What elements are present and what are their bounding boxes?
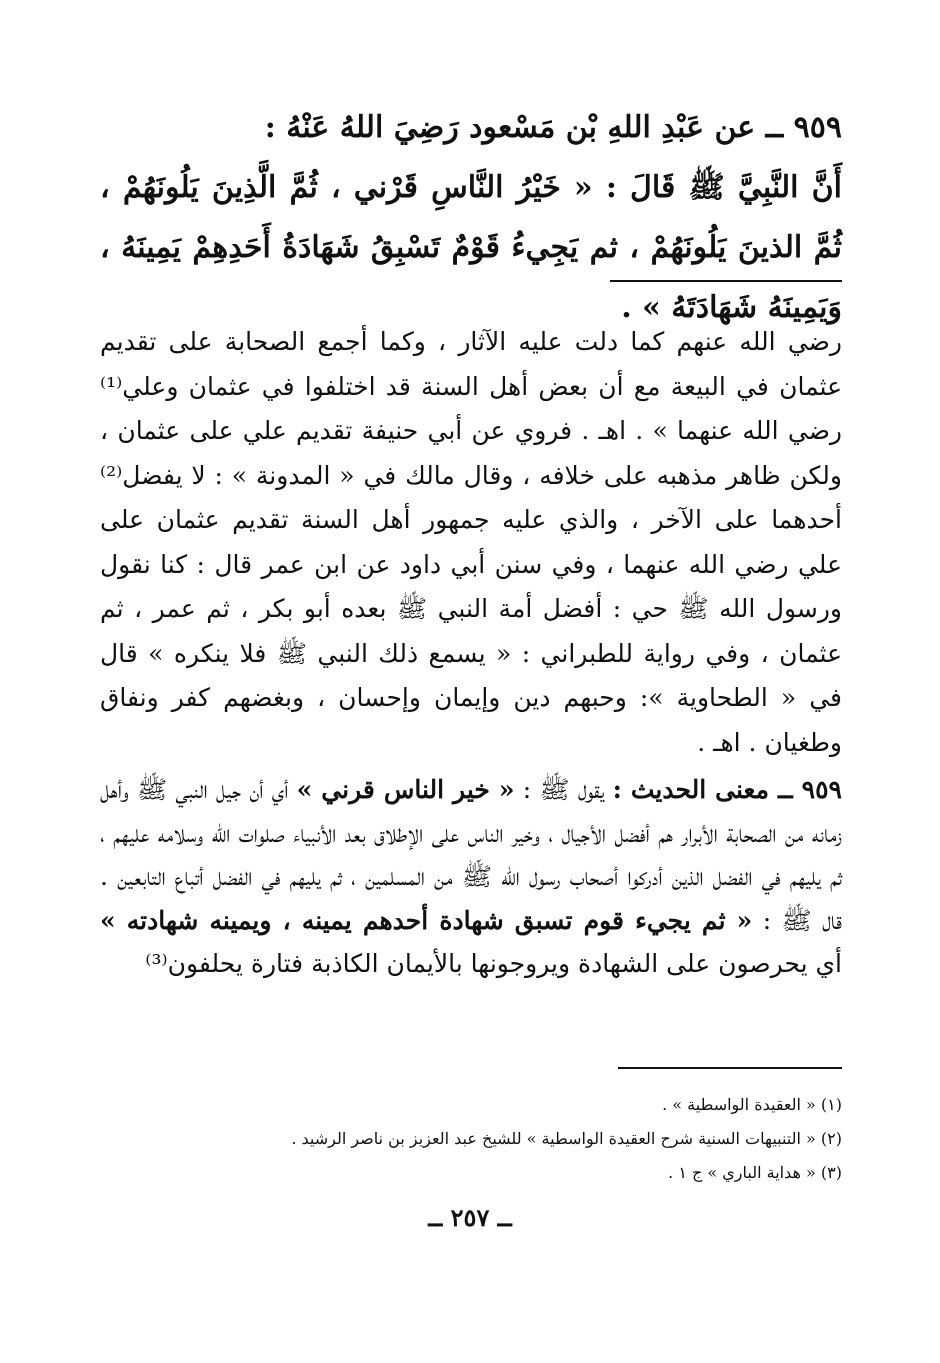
footnotes-block [100, 1088, 842, 1190]
footnote-1: (١) « العقيدة الواسطية » . [662, 1095, 842, 1114]
meaning-tail: أي يحرصون على الشهادة ويروجونها بالأيمان الكاذبة فتارة يحلفون⁽³⁾ [145, 949, 842, 978]
hadith-text: أَنَّ النَّبِيَّ ﷺ قَالَ : « خَيْرُ النَّاسِ قَرْني ، ثُمَّ الَّذِينَ يَلُونَهُمْ ، ثُمَّ الذينَ يَلُونَهُمْ ، ثم يَجِيءُ قَوْمٌ تَسْبِقُ شَهَادَةُ أَحَدِهِمْ يَمِينَهُ ، وَيَمِينَهُ شَهَادَتَهُ » . [100, 170, 842, 325]
footnote-2: (٢) « التنبيهات السنية شرح العقيدة الواسطية » للشيخ عبد العزيز بن ناصر الرشيد . [291, 1129, 842, 1148]
footnote-3: (٣) « هداية الباري » ج ١ . [668, 1163, 842, 1182]
hadith-separator-rule [610, 280, 842, 282]
hadith-meaning-paragraph [100, 768, 842, 986]
meaning-intro: يقول ﷺ : [522, 775, 605, 804]
commentary-text: رضي الله عنهم كما دلت عليه الآثار ، وكما أجمع الصحابة على تقديم عثمان في البيعة مع أن بعض أهل السنة قد اختلفوا في عثمان وعلي⁽¹⁾ رضي الله عنهما » . اهـ . فروي عن أبي حنيفة تقديم علي على عثمان ، ولكن ظاهر مذهبه على خلافه ، وقال مالك في « المدونة » : لا يفضل⁽²⁾ أحدهما على الآخر ، والذي عليه جمهور أهل السنة تقديم عثمان على علي رضي الله عنهما ، وفي سنن أبي داود عن ابن عمر قال : كنا نقول ورسول الله ﷺ حي : أفضل أمة النبي ﷺ بعده أبو بكر ، ثم عمر ، ثم عثمان ، وفي رواية للطبراني : « يسمع ذلك النبي ﷺ فلا ينكره » قال في « الطحاوية »: وحبهم دين وإيمان وإحسان ، وبغضهم كفر ونفاق وطغيان . اهـ . [100, 327, 842, 757]
meaning-label: ٩٥٩ ــ معنى الحديث : [612, 775, 842, 804]
meaning-quote-1: « خير الناس قرني » [296, 775, 515, 804]
meaning-body: أي أن جيل النبي ﷺ وأهل زمانه من الصحابة الأبرار هم أفضل الأجيال ، وخير الناس على الإطلاق بعد الأنبياء صلوات الله وسلامه عليهم ، ثم يليهم في الفضل الذين أدركوا أصحاب رسول الله ﷺ من المسلمين ، ثم يليهم في الفضل أتباع التابعين . قال ﷺ : [100, 775, 842, 935]
footnote-separator-rule [618, 1067, 842, 1069]
hadith-heading: ٩٥٩ ــ عن عَبْدِ اللهِ بْن مَسْعود رَضِيَ اللهُ عَنْهُ : [264, 110, 842, 145]
commentary-block [100, 320, 842, 765]
page-number: ــ ٢٥٧ ــ [428, 1203, 512, 1232]
hadith-meaning-block [100, 768, 842, 986]
hadith-text-block [100, 98, 842, 338]
meaning-quote-2: « ثم يجيء قوم تسبق شهادة أحدهم يمينه ، ويمينه شهادته » [100, 905, 753, 935]
